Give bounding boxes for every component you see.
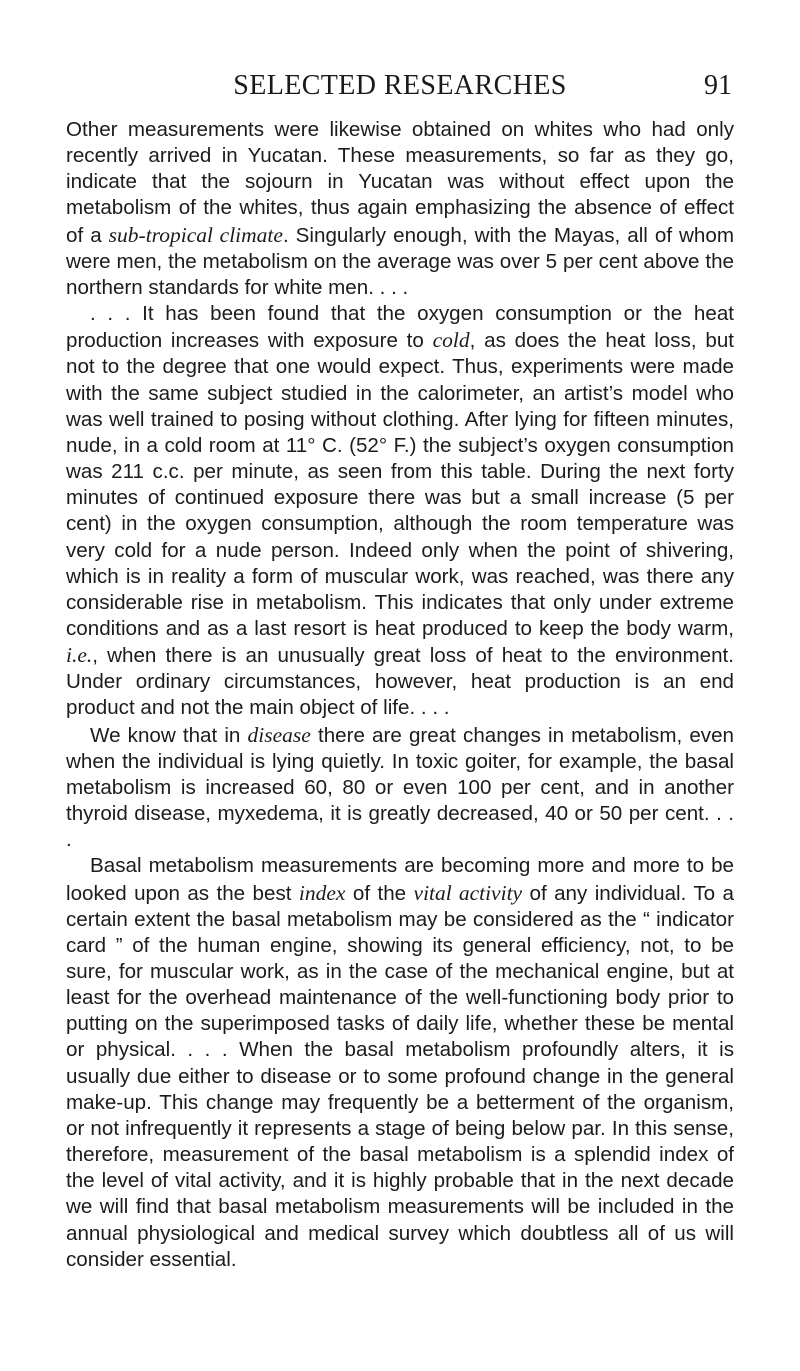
text-segment: , as does the heat loss, but not to the degree that one would expect. Thus, experiments were made with the same subject studied in the calorimeter, an artist’s model who was well trained to posing without clothing. After lying for fifteen minutes, nude, in a cold room at 11° C. (52° F.) the subject’s oxygen consumption was 211 c.c. per minute, as seen from this table. During the next forty minutes of continued exposure there was but a small increase (5 per cent) in the oxygen consumption, although the room temperature was very cold for a nude person. Indeed only when the point of shivering, which is in reality a form of muscular work, was reached, was there any considerable rise in metabolism. This indicates that only under extreme conditions and as a last resort is heat produced to keep the body warm, <box>66 329 734 640</box>
italic-term: cold <box>432 328 470 353</box>
paragraph-disease <box>66 722 734 854</box>
text-segment: We know that in <box>90 723 248 747</box>
paragraph-basal-metabolism-index <box>66 853 734 1273</box>
paragraph-yucatan-whites <box>66 117 734 301</box>
italic-term: vital activity <box>413 880 523 905</box>
italic-term: i.e. <box>66 643 93 668</box>
text-segment: of any individual. To a certain extent the basal metabolism may be considered as the “ indicator card ” of the human engine, showing its general efficiency, not, to be sure, for muscular work, as in the case of the mechanical engine, but at least for the overhead maintenance of the well-functioning body prior to putting on the superimposed tasks of daily life, whether these be mental or physical. . . . When the basal metabolism profoundly alters, it is usually due either to disease or to some profound change in the general make-up. This change may frequently be a betterment of the organism, or not infrequently it represents a stage of being below par. In this sense, therefore, measurement of the basal metabolism is a splendid index of the level of vital activity, and it is highly probable that in the next decade we will find that basal metabolism measurements will be included in the annual physiological and medical survey which doubtless all of us will consider essential. <box>66 881 734 1271</box>
text-segment: , when there is an unusually great loss of heat to the environment. Under ordinary circumstances, however, heat production is an end product and not the main object of life. . . . <box>66 644 734 720</box>
running-head <box>68 70 732 110</box>
text-segment: Basal metabolism measurements are becoming more and more to be looked upon as the best <box>66 854 734 905</box>
running-title: SELECTED RESEARCHES <box>233 70 567 101</box>
body-text <box>66 117 734 1273</box>
text-segment: Other measurements were likewise obtained on whites who had only recently arrived in Yucatan. These measurements, so far as they go, indicate that the sojourn in Yucatan was without effect upon the metabolism of the whites, thus again emphasizing the absence of effect of a <box>66 118 734 247</box>
text-segment: . . . It has been found that the oxygen consumption or the heat production increases with exposure to <box>66 302 734 353</box>
italic-term: sub-tropical climate <box>108 222 283 247</box>
page-number: 91 <box>704 70 732 101</box>
italic-term: index <box>298 880 346 905</box>
italic-term: disease <box>247 722 311 747</box>
text-segment: there are great changes in metabolism, even when the individual is lying quietly. In toxic goiter, for example, the basal metabolism is increased 60, 80 or even 100 per cent, and in another thyroid disease, myxedema, it is greatly decreased, 40 or 50 per cent. . . . <box>66 723 734 852</box>
paragraph-cold-exposure <box>66 301 734 722</box>
text-segment: of the <box>345 881 414 905</box>
text-segment: . Singularly enough, with the Mayas, all of whom were men, the metabolism on the average was over 5 per cent above the northern standards for white men. . . . <box>66 223 734 299</box>
